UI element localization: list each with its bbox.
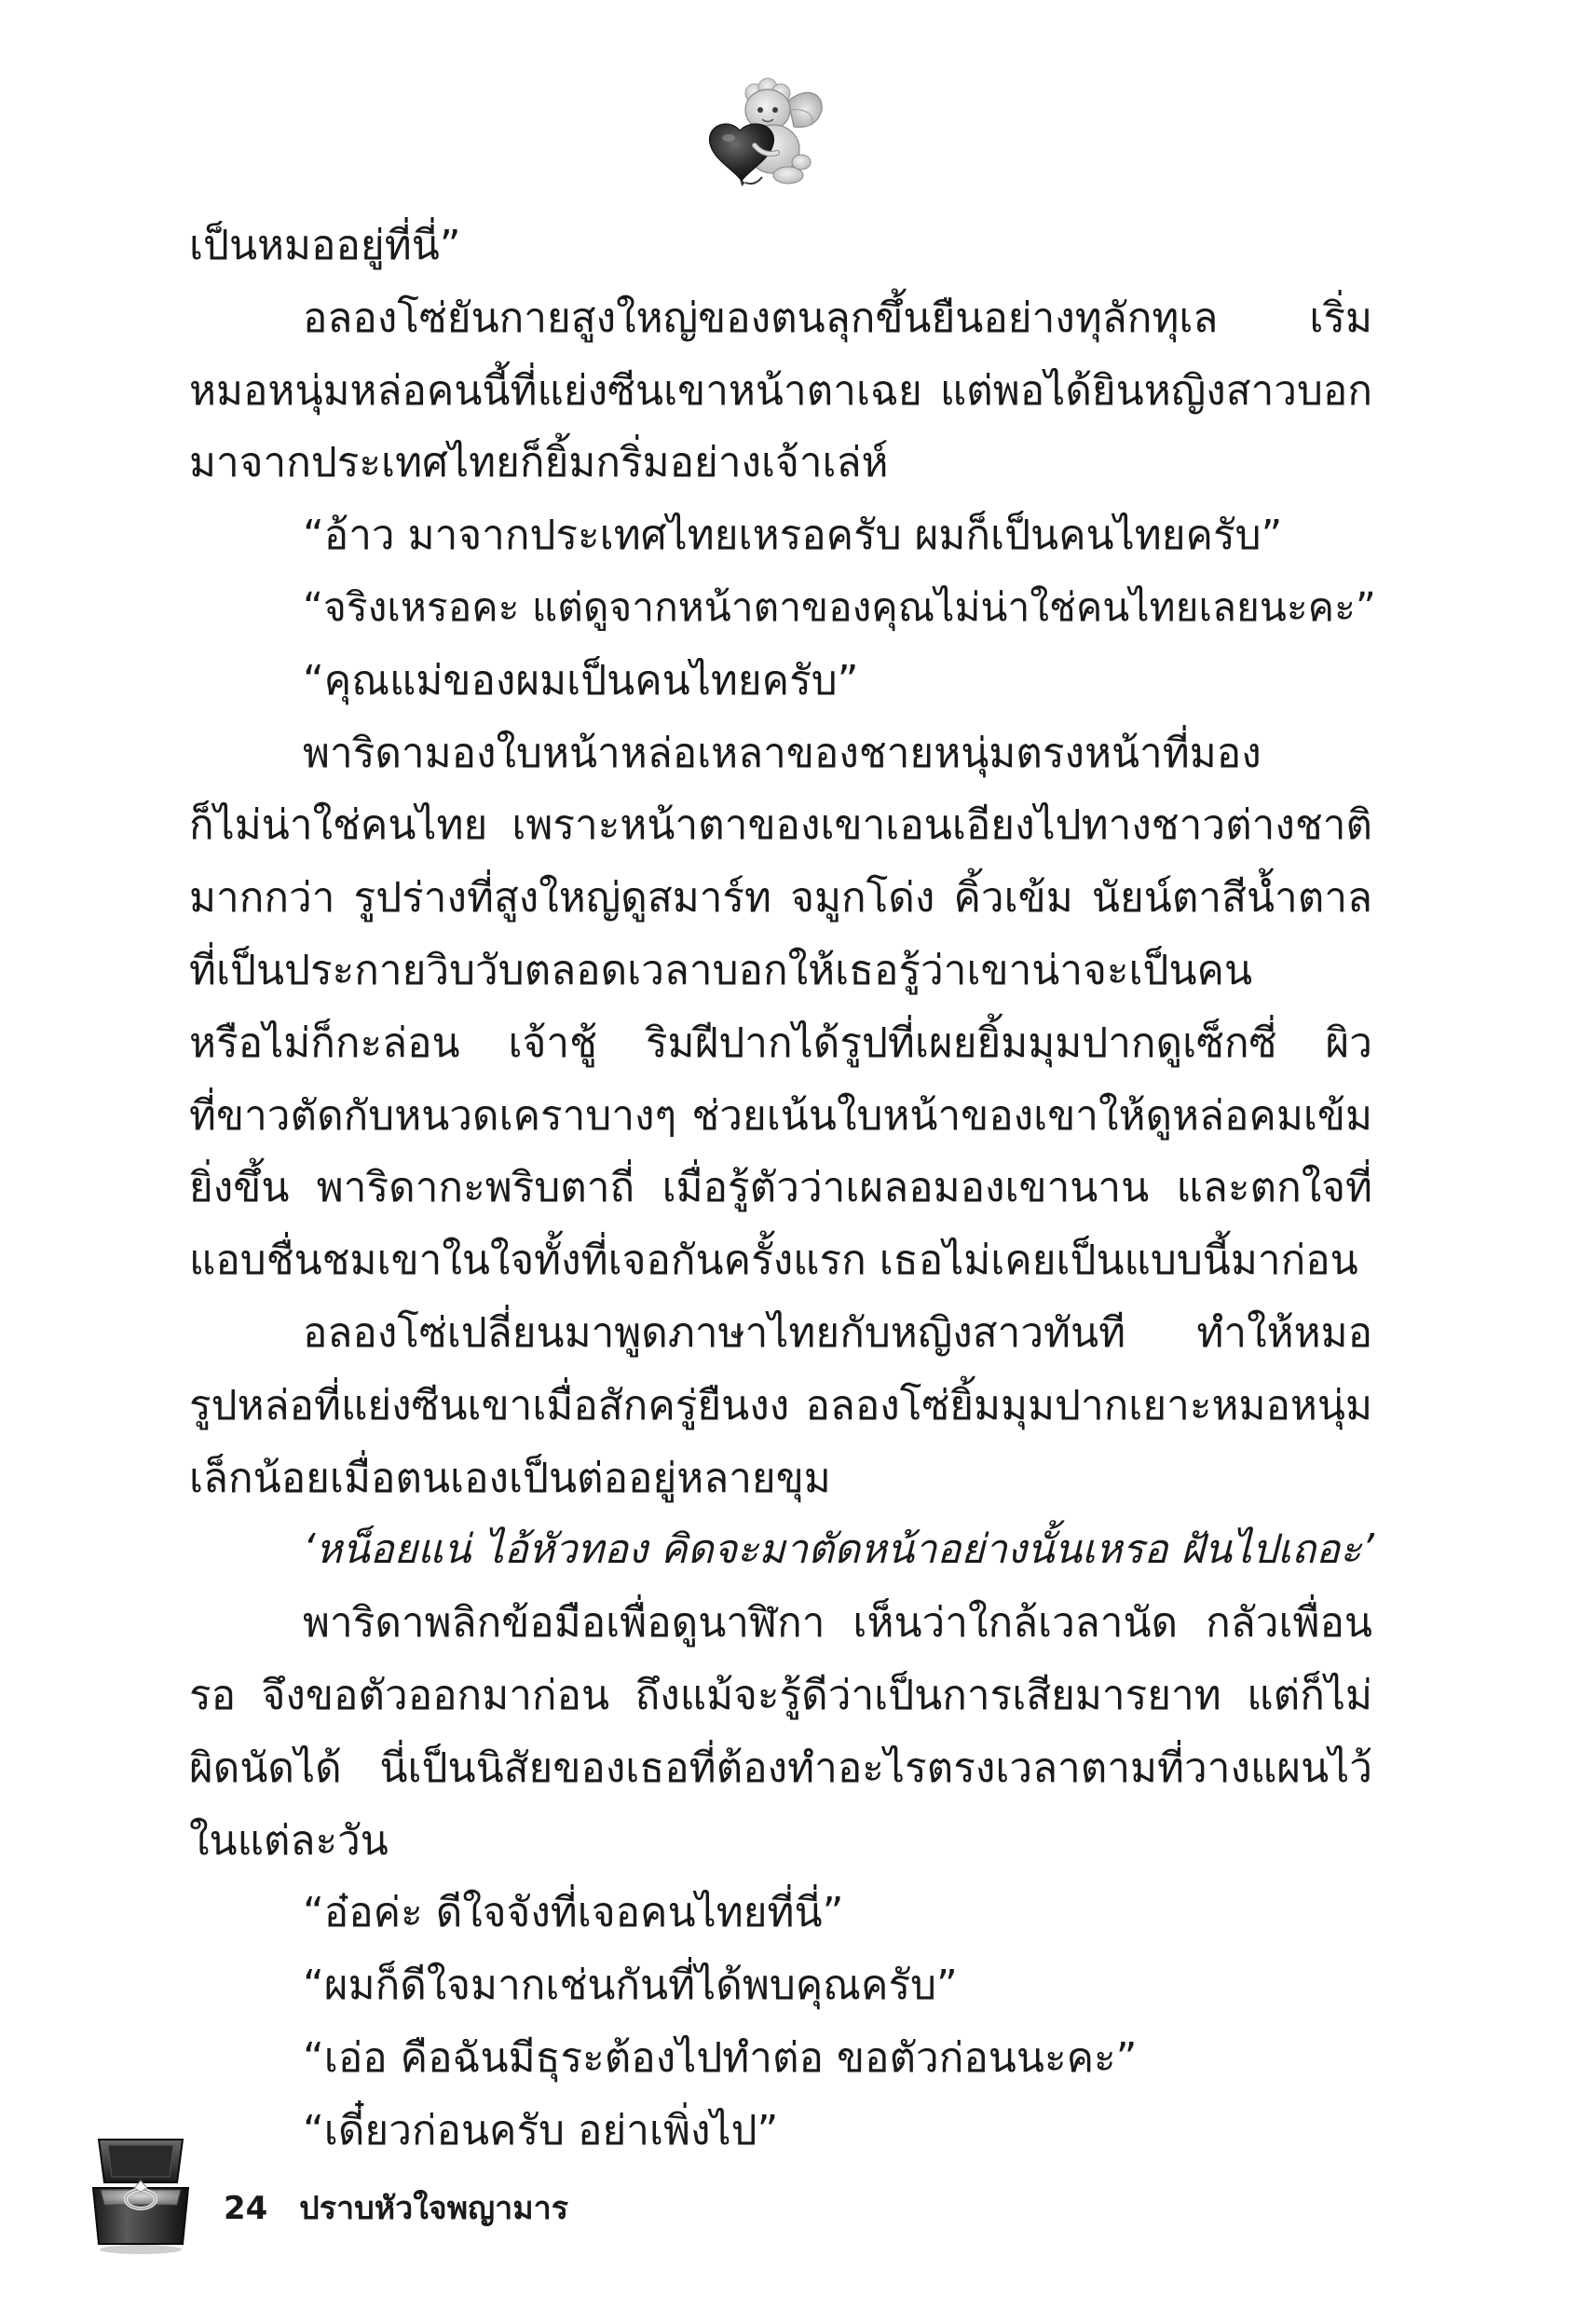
text-line: ในแต่ละวัน [189,1816,389,1865]
text-line: ยิ่งขึ้น พาริดากะพริบตาถี่ เมื่อรู้ตัวว่าเผลอมองเขานาน และตกใจที่ [189,1164,1372,1212]
text-line: อลองโซ่เปลี่ยนมาพูดภาษาไทยกับหญิงสาวทันที ทำให้หมอ [303,1308,1372,1357]
page-footer [86,2134,831,2255]
text-line: เป็นหมออยู่ที่นี่” [189,222,461,269]
text-line: หมอหนุ่มหล่อคนนี้ที่แย่งซีนเขาหน้าตาเฉย แต่พอได้ยินหญิงสาวบอก [189,366,1372,415]
text-line: “เดี๋ยวก่อนครับ อย่าเพิ่งไป” [303,2106,779,2154]
text-line: “คุณแม่ของผมเป็นคนไทยครับ” [303,656,859,704]
text-line: ผิดนัดได้ นี่เป็นนิสัยของเธอที่ต้องทำอะไรตรงเวลาตามที่วางแผนไว้ [189,1744,1372,1792]
text-line: รูปหล่อที่แย่งซีนเขาเมื่อสักครู่ยืนงง อลองโซ่ยิ้มมุมปากเยาะหมอหนุ่ม [189,1381,1372,1429]
text-line: เล็กน้อยเมื่อตนเองเป็นต่ออยู่หลายขุม [189,1454,831,1502]
ring-box-icon [86,2134,196,2255]
cupid-with-heart-icon [697,73,827,194]
text-line: “อ้าว มาจากประเทศไทยเหรอครับ ผมก็เป็นคนไทยครับ” [303,512,1283,560]
text-line: มาจากประเทศไทยก็ยิ้มกริ่มอย่างเจ้าเล่ห์ [189,439,889,487]
text-line: “เอ่อ คือฉันมีธุระต้องไปทำต่อ ขอตัวก่อนนะคะ” [303,2033,1138,2082]
text-line: “จริงเหรอคะ แต่ดูจากหน้าตาของคุณไม่น่าใช่คนไทยเลยนะคะ” [303,584,1376,631]
text-line: “อ๋อค่ะ ดีใจจังที่เจอคนไทยที่นี่” [303,1889,844,1937]
text-line: “ผมก็ดีใจมากเช่นกันที่ได้พบคุณครับ” [303,1962,958,2010]
page-number: 24 [224,2190,268,2227]
text-line: รอ จึงขอตัวออกมาก่อน ถึงแม้จะรู้ดีว่าเป็นการเสียมารยาท แต่ก็ไม่ [189,1671,1372,1719]
text-line: ที่ขาวตัดกับหนวดเคราบางๆ ช่วยเน้นใบหน้าของเขาให้ดูหล่อคมเข้ม [189,1091,1372,1140]
body-text [189,210,1376,2167]
text-line: ก็ไม่น่าใช่คนไทย เพราะหน้าตาของเขาเอนเอียงไปทางชาวต่างชาติ [189,801,1372,850]
text-line: พาริดาพลิกข้อมือเพื่อดูนาฬิกา เห็นว่าใกล้เวลานัด กลัวเพื่อน [303,1599,1372,1648]
italic-thought-line: ‘หน็อยแน่ ไอ้หัวทอง คิดจะมาตัดหน้าอย่างนั้นเหรอ ฝันไปเถอะ’ [303,1526,1375,1574]
text-line: ที่เป็นประกายวิบวับตลอดเวลาบอกให้เธอรู้ว่าเขาน่าจะเป็นคน [189,946,1253,994]
text-line: อลองโซ่ยันกายสูงใหญ่ของตนลุกขึ้นยืนอย่างทุลักทุเล เริ่ม [303,294,1372,342]
book-title: ปราบหัวใจพญามาร [299,2190,568,2227]
footer-text [224,2190,568,2227]
text-line: หรือไม่ก็กะล่อน เจ้าชู้ ริมฝีปากได้รูปที่เผยยิ้มมุมปากดูเซ็กซี่ ผิว [189,1019,1372,1067]
text-line: มากกว่า รูปร่างที่สูงใหญ่ดูสมาร์ท จมูกโด่ง คิ้วเข้ม นัยน์ตาสีน้ำตาล [189,874,1372,923]
text-line: พาริดามองใบหน้าหล่อเหลาของชายหนุ่มตรงหน้าที่มอง [303,729,1262,777]
text-line: แอบชื่นชมเขาในใจทั้งที่เจอกันครั้งแรก เธอไม่เคยเป็นแบบนี้มาก่อน [189,1237,1358,1285]
